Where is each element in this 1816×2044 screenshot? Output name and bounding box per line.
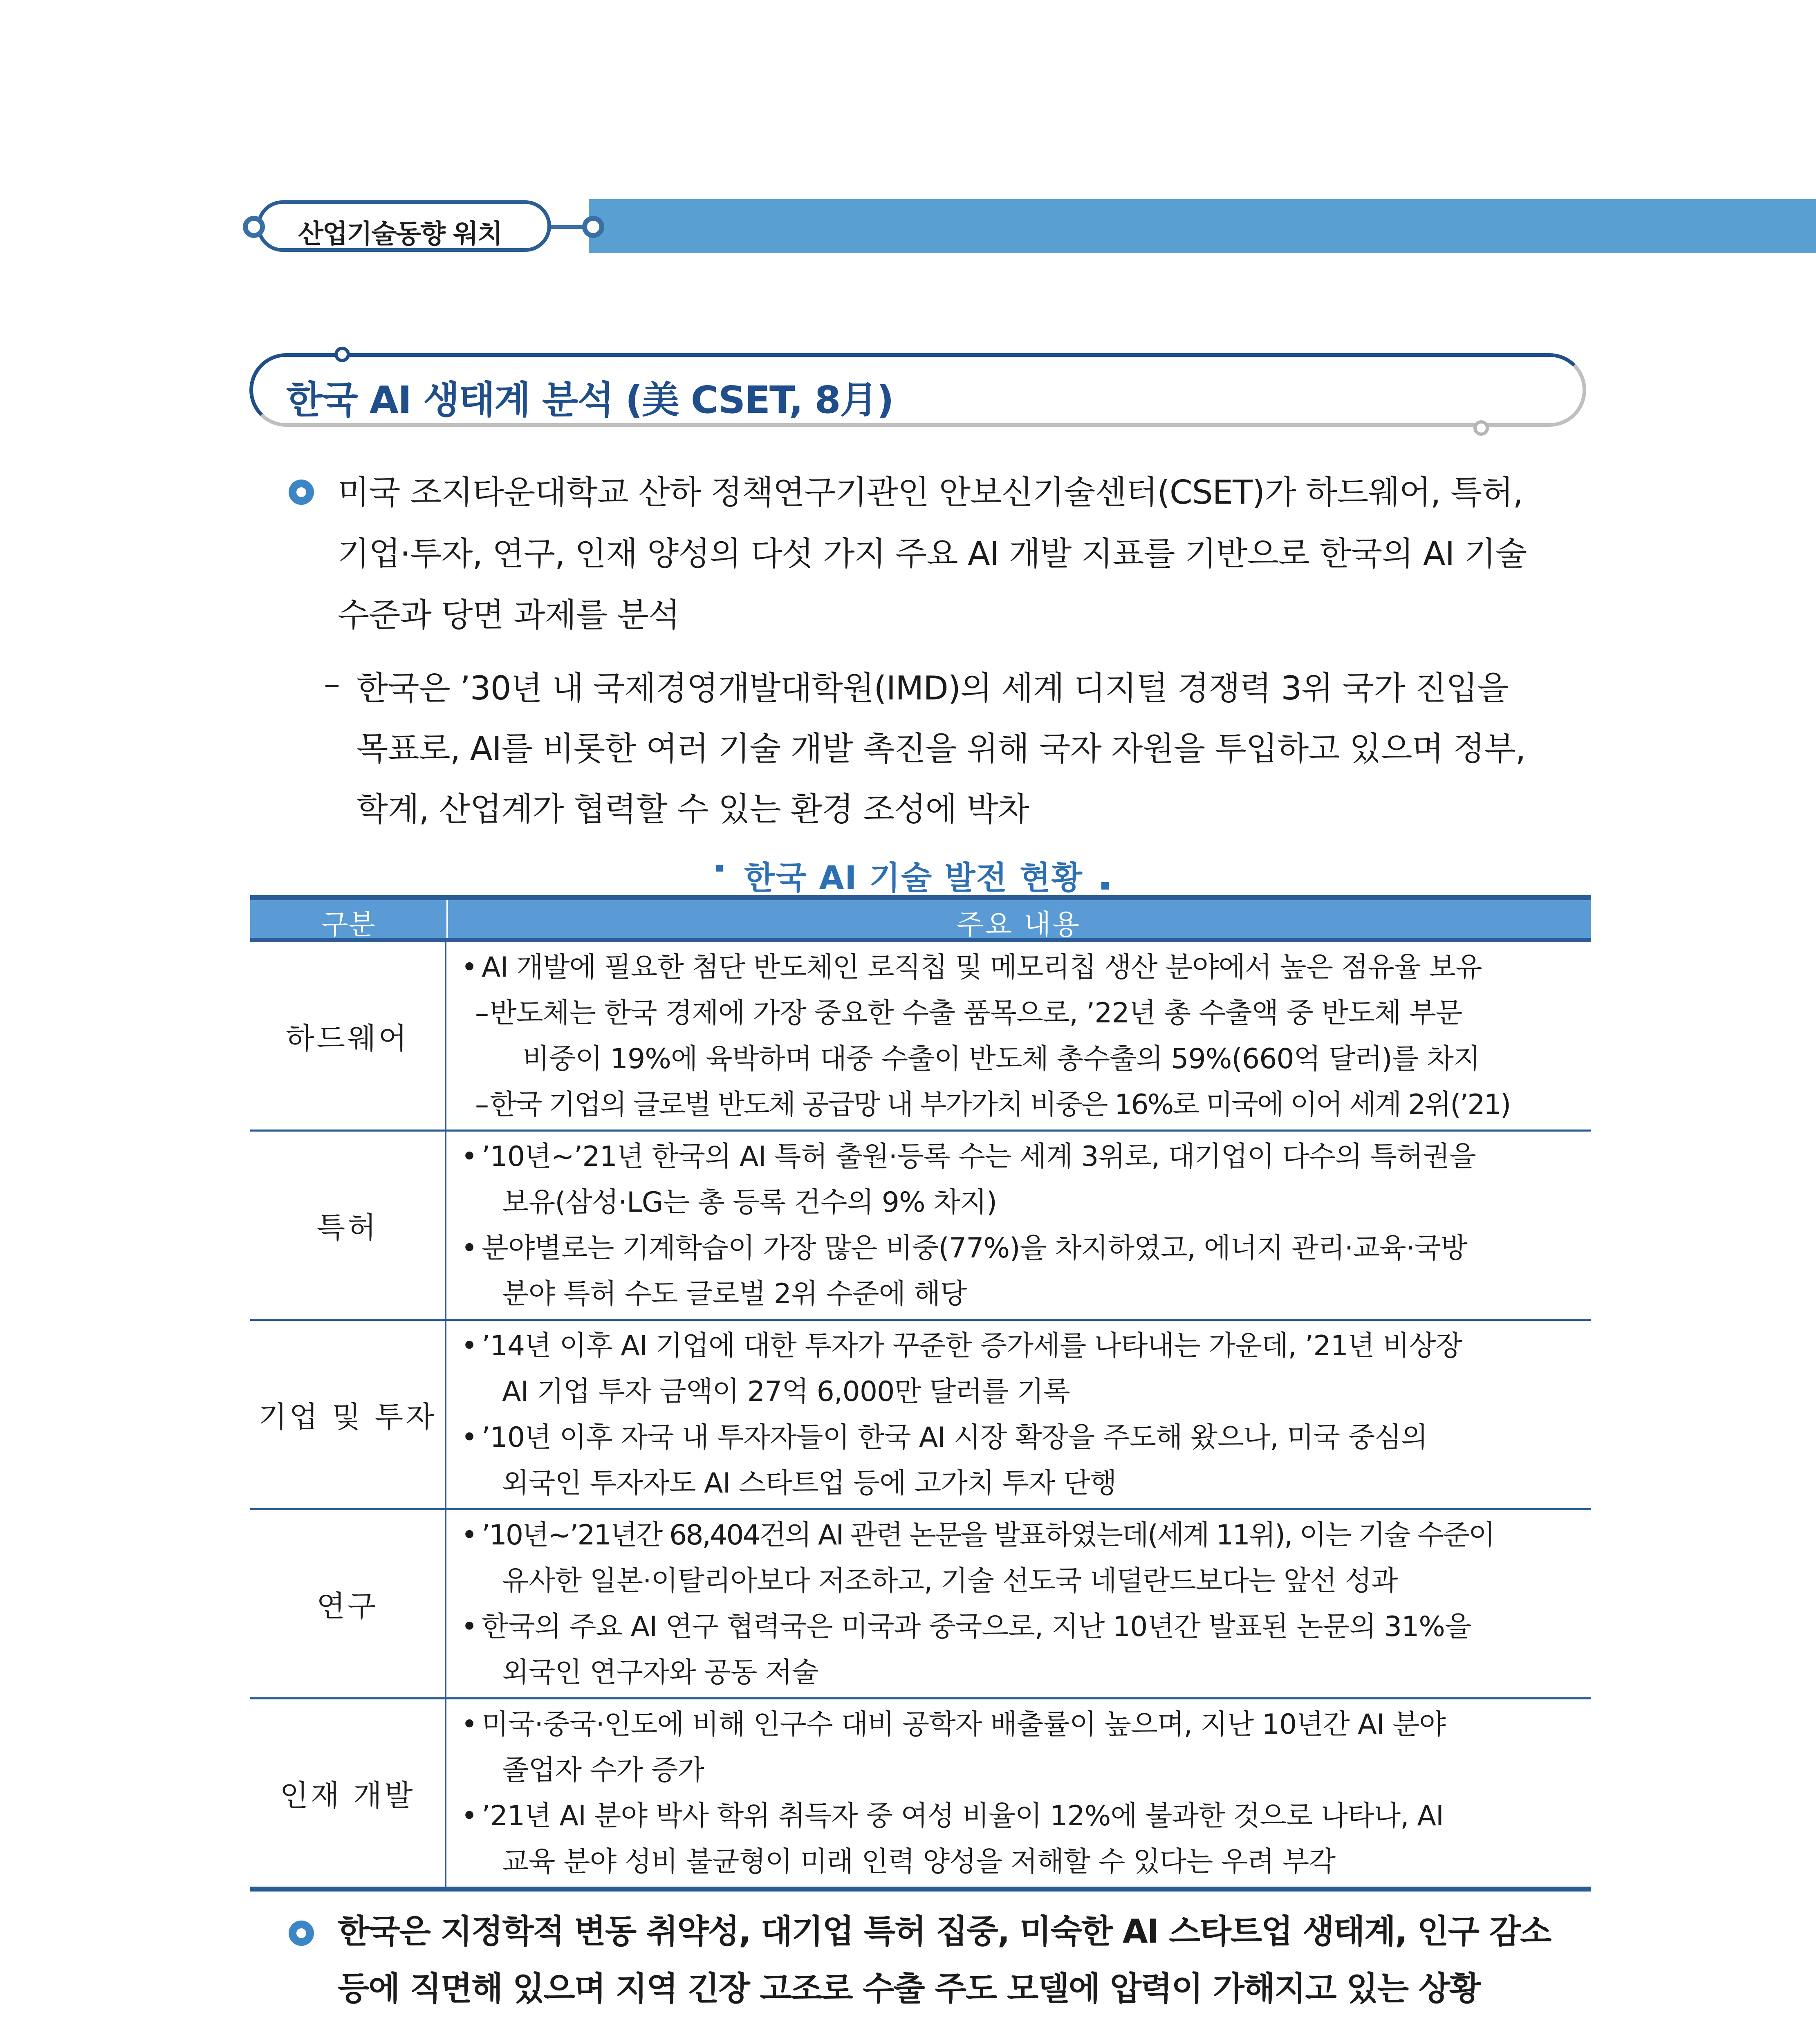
bullet-line-cont: [461, 1748, 1579, 1793]
header-left-dot-icon: [243, 216, 265, 238]
row-text: 분야 특허 수도 글로벌 2위 수준에 해당: [502, 1278, 967, 1310]
sub-paragraph-2: [356, 2041, 1587, 2044]
table-header: [250, 900, 1591, 940]
row-text: 외국인 투자자도 AI 스타트업 등에 고가치 투자 단행: [502, 1467, 1117, 1499]
sub-paragraph-1-line: 학계, 산업계가 협력할 수 있는 환경 조성에 박차: [356, 790, 1029, 828]
bullet-line: [461, 1702, 1579, 1748]
bullet-dot-icon: •: [461, 951, 478, 984]
bullet-dot-icon: •: [461, 1708, 478, 1741]
row-text: 미국·중국·인도에 비해 인구수 대비 공학자 배출률이 높으며, 지난 10년간 AI 분야: [482, 1708, 1446, 1741]
table-row-patent: [250, 1130, 1591, 1319]
dash-line: [461, 991, 1579, 1036]
row-text: 한국 기업의 글로벌 반도체 공급망 내 부가가치 비중은 16%로 미국에 이어 세계 2위(’21): [490, 1089, 1510, 1121]
bullet-dot-icon: •: [461, 1800, 478, 1832]
row-text: ’10년~’21년간 68,404건의 AI 관련 논문을 발표하였는데(세계 11위), 이는 기술 수준이: [482, 1519, 1494, 1551]
frame-bottom-ring-icon: [1473, 420, 1489, 436]
paragraph-1: [338, 462, 1589, 646]
sub-paragraph-2-line: [356, 2041, 1587, 2044]
bullet-circle-icon: [289, 480, 314, 505]
table-row-research: [250, 1508, 1591, 1697]
bullet-line: [461, 1134, 1579, 1180]
paragraph-2-line: 등에 직면해 있으며 지역 긴장 고조로 수출 주도 모델에 압력이 가해지고 있는 상황: [338, 1970, 1480, 2008]
table-row-talent: [250, 1697, 1591, 1887]
bullet-line-cont: [461, 1369, 1579, 1415]
bullet-dot-icon: •: [461, 1611, 478, 1643]
header-right-dot-icon: [582, 216, 604, 238]
table-row-hardware: [250, 940, 1591, 1130]
frame-top-ring-icon: [334, 347, 350, 362]
paragraph-1-line: 기업·투자, 연구, 인재 양성의 다섯 가지 주요 AI 개발 지표를 기반으로 한국의 AI 기술: [338, 535, 1527, 573]
header-badge: [257, 200, 551, 252]
row-text: ’21년 AI 분야 박사 학위 취득자 중 여성 비율이 12%에 불과한 것으로 나타나, AI: [482, 1800, 1444, 1832]
bullet-dot-icon: •: [461, 1330, 478, 1362]
row-text: 외국인 연구자와 공동 저술: [502, 1656, 818, 1689]
row-text: ’10년 이후 자국 내 투자자들이 한국 AI 시장 확장을 주도해 왔으나, 미국 중심의: [482, 1421, 1428, 1454]
bullet-dot-icon: •: [461, 1232, 478, 1264]
dash-line: [461, 1082, 1579, 1128]
bullet-line-cont: [461, 1558, 1579, 1604]
row-category: 연구: [250, 1510, 446, 1697]
bullet-line-cont: [461, 1461, 1579, 1506]
sub-paragraph-1: [356, 658, 1587, 840]
bullet-line: [461, 1513, 1579, 1558]
row-content: [446, 1699, 1591, 1887]
bullet-line: [461, 1793, 1579, 1839]
bullet-line-cont: [461, 1650, 1579, 1696]
row-text: 교육 분야 성비 불균형이 미래 인력 양성을 저해할 수 있다는 우려 부각: [502, 1846, 1336, 1878]
bullet-line: [461, 945, 1579, 991]
sub-paragraph-1-line: 목표로, AI를 비롯한 여러 기술 개발 촉진을 위해 국자 자원을 투입하고 있으며 정부,: [356, 730, 1526, 768]
row-content: [446, 1321, 1591, 1508]
row-content: [446, 942, 1591, 1130]
paragraph-2-line: 한국은 지정학적 변동 취약성, 대기업 특허 집중, 미숙한 AI 스타트업 생태계, 인구 감소: [338, 1912, 1551, 1950]
section-title: 한국 AI 생태계 분석 (美 CSET, 8月): [286, 378, 893, 422]
row-category: 특허: [250, 1132, 446, 1319]
dash-icon: –: [475, 997, 489, 1029]
caption-left-mark-icon: [716, 865, 723, 872]
row-text: ’10년~’21년 한국의 AI 특허 출원·등록 수는 세계 3위로, 대기업이 다수의 특허권을: [482, 1141, 1476, 1173]
header-bar: [589, 199, 1816, 253]
row-text: 분야별로는 기계학습이 가장 많은 비중(77%)을 차지하였고, 에너지 관리·교육·국방: [482, 1232, 1467, 1264]
header-category: 구분: [321, 909, 375, 941]
bullet-line-cont: [461, 1180, 1579, 1226]
bullet-line-cont: [461, 1271, 1579, 1317]
bullet-line: [461, 1323, 1579, 1369]
row-content: [446, 1510, 1591, 1697]
header-content: 주요 내용: [956, 909, 1081, 941]
row-text: AI 개발에 필요한 첨단 반도체인 로직칩 및 메모리칩 생산 분야에서 높은 점유율 보유: [482, 951, 1482, 984]
bullet-line: [461, 1226, 1579, 1271]
row-text: ’14년 이후 AI 기업에 대한 투자가 꾸준한 증가세를 나타내는 가운데, ’21년 비상장: [482, 1330, 1462, 1362]
paragraph-1-line: 미국 조지타운대학교 산하 정책연구기관인 안보신기술센터(CSET)가 하드웨어, 특허,: [338, 473, 1523, 511]
row-category: 하드웨어: [250, 942, 446, 1130]
header-label: 산업기술동향 워치: [298, 219, 502, 249]
paragraph-1-line: 수준과 당면 과제를 분석: [338, 596, 680, 634]
table-caption: 한국 AI 기술 발전 현황: [744, 860, 1083, 896]
bullet-dot-icon: •: [461, 1141, 478, 1173]
table-row-investment: [250, 1319, 1591, 1508]
dash-icon: –: [324, 665, 340, 703]
caption-right-mark-icon: [1101, 882, 1109, 890]
row-content: [446, 1132, 1591, 1319]
dash-icon: –: [475, 1089, 488, 1121]
row-text: 비중이 19%에 육박하며 대중 수출이 반도체 총수출의 59%(660억 달러)를 차지: [522, 1043, 1480, 1075]
bullet-dot-icon: •: [461, 1519, 477, 1551]
bullet-dot-icon: •: [461, 1421, 478, 1454]
row-text: 졸업자 수가 증가: [502, 1754, 704, 1786]
bullet-line-cont: [461, 1839, 1579, 1885]
bullet-line: [461, 1415, 1579, 1461]
paragraph-2: [338, 1903, 1589, 2017]
row-text: 한국의 주요 AI 연구 협력국은 미국과 중국으로, 지난 10년간 발표된 논문의 31%을: [482, 1611, 1471, 1643]
row-category: 인재 개발: [250, 1699, 446, 1887]
dash-line-cont: [461, 1036, 1579, 1082]
row-text: 반도체는 한국 경제에 가장 중요한 수출 품목으로, ’22년 총 수출액 중 반도체 부문: [490, 997, 1462, 1029]
row-text: AI 기업 투자 금액이 27억 6,000만 달러를 기록: [502, 1376, 1070, 1408]
row-text: 보유(삼성·LG는 총 등록 건수의 9% 차지): [502, 1186, 997, 1219]
bullet-line: [461, 1604, 1579, 1650]
sub-paragraph-1-line: 한국은 ’30년 내 국제경영개발대학원(IMD)의 세계 디지털 경쟁력 3위 국가 진입을: [356, 669, 1509, 707]
row-category: 기업 및 투자: [250, 1321, 446, 1508]
ai-status-table: [250, 895, 1591, 1892]
bullet-circle-icon: [289, 1921, 314, 1946]
row-text: 유사한 일본·이탈리아보다 저조하고, 기술 선도국 네덜란드보다는 앞선 성과: [502, 1565, 1398, 1597]
